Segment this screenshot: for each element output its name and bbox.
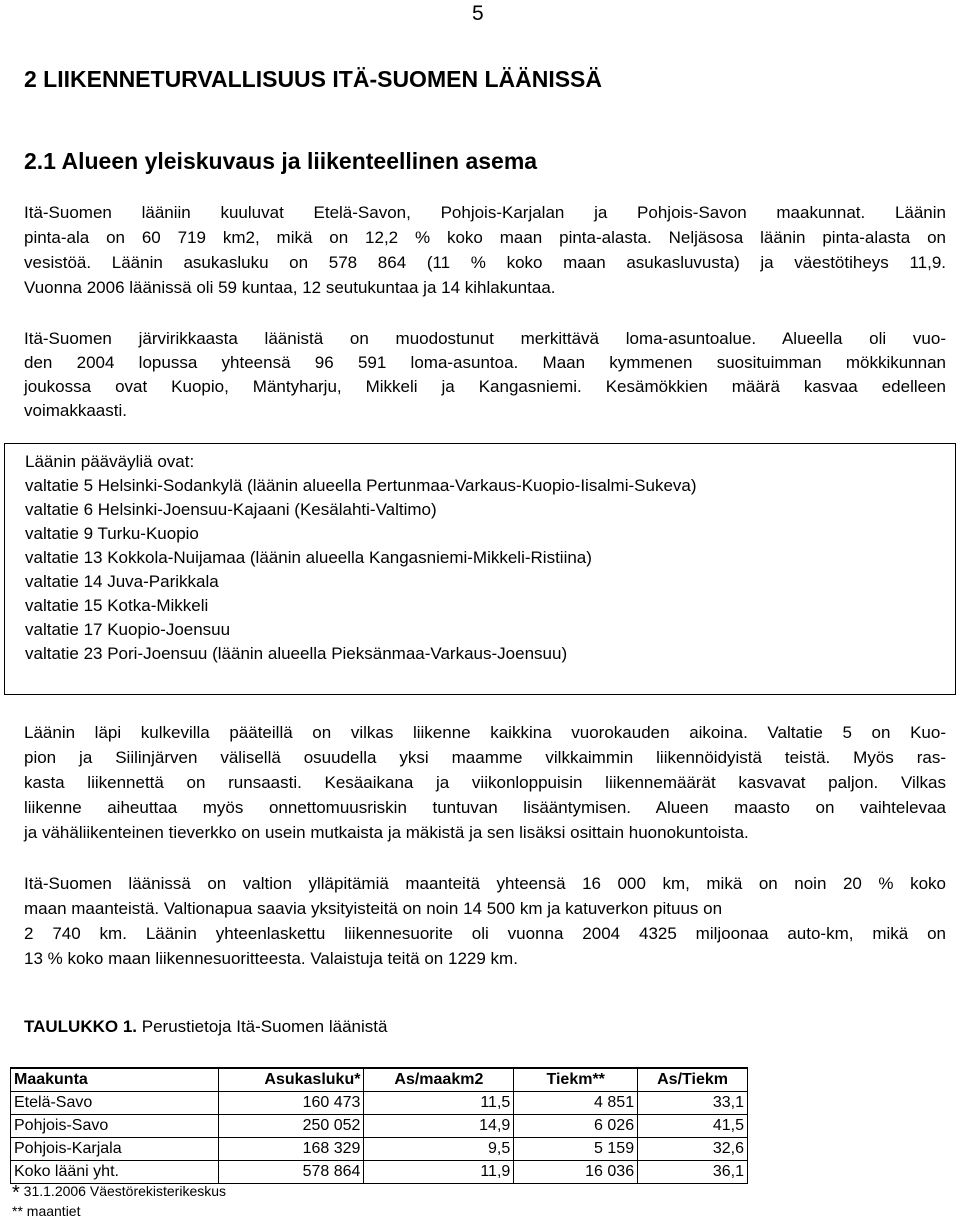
text-line: vesistöä. Läänin asukasluku on 578 864 (11 % koko maan asukasluvusta) ja väestötiheys 11,9. <box>24 253 946 272</box>
road-item: valtatie 9 Turku-Kuopio <box>25 524 199 543</box>
column-header: Tiekm** <box>514 1068 638 1092</box>
table-cell: 578 864 <box>218 1161 364 1184</box>
text-line: Itä-Suomen järvirikkaasta läänistä on muodostunut merkittävä loma-asuntoalue. Alueella oli vuo- <box>24 329 946 348</box>
table-cell: 11,5 <box>364 1092 514 1115</box>
road-item: valtatie 17 Kuopio-Joensuu <box>25 620 231 639</box>
road-item: valtatie 14 Juva-Parikkala <box>25 572 219 591</box>
table-cell: 9,5 <box>364 1138 514 1161</box>
text-line: Itä-Suomen lääniin kuuluvat Etelä-Savon, Pohjois-Karjalan ja Pohjois-Savon maakunnat. Läänin <box>24 203 946 222</box>
table-cell: 160 473 <box>218 1092 364 1115</box>
table-cell: 14,9 <box>364 1115 514 1138</box>
text-line: maan maanteistä. Valtionapua saavia yksityisteitä on noin 14 500 km ja katuverkon pituus on <box>24 899 723 918</box>
text-line: pion ja Siilinjärven välisellä osuudella yksi maamme vilkkaimmin liikennöidyistä teistä. Myös ras- <box>24 748 946 767</box>
road-item: valtatie 5 Helsinki-Sodankylä (läänin alueella Pertunmaa-Varkaus-Kuopio-Iisalmi-Sukeva) <box>25 476 697 495</box>
text-line: 2 740 km. Läänin yhteenlaskettu liikennesuorite oli vuonna 2004 4325 miljoonaa auto-km, mikä on <box>24 924 946 943</box>
table-row <box>11 1138 748 1161</box>
page-number: 5 <box>472 2 484 25</box>
basic-data-table <box>10 1067 748 1184</box>
footnote-population <box>12 1182 226 1205</box>
text-line: kasta liikennettä on runsaasti. Kesäaikana ja viikonloppuisin liikennemäärät kasvavat paljon. Vilkas <box>24 773 946 792</box>
text-line: Vuonna 2006 läänissä oli 59 kuntaa, 12 seutukuntaa ja 14 kihlakuntaa. <box>24 278 556 297</box>
text-line: den 2004 lopussa yhteensä 96 591 loma-asuntoa. Maan kymmenen suosituimman mökkikunnan <box>24 353 946 372</box>
footnote-star: * <box>12 1182 20 1204</box>
table-cell: 32,6 <box>638 1138 748 1161</box>
table-cell: 11,9 <box>364 1161 514 1184</box>
text-line: 13 % koko maan liikennesuoritteesta. Valaistuja teitä on 1229 km. <box>24 949 518 968</box>
column-header: As/maakm2 <box>364 1068 514 1092</box>
section-heading: 2.1 Alueen yleiskuvaus ja liikenteellinen asema <box>24 148 538 174</box>
table-cell: Pohjois-Karjala <box>11 1138 219 1161</box>
table-cell: 4 851 <box>514 1092 638 1115</box>
column-header: Asukasluku* <box>218 1068 364 1092</box>
text-line: ja vähäliikenteinen tieverkko on usein mutkaista ja mäkistä ja sen lisäksi osittain huonokuntoista. <box>24 823 749 842</box>
footnote-text: 31.1.2006 Väestörekisterikeskus <box>19 1183 227 1199</box>
footnote-roads: ** maantiet <box>12 1203 81 1219</box>
table-row <box>11 1092 748 1115</box>
road-item: valtatie 6 Helsinki-Joensuu-Kajaani (Kesälahti-Valtimo) <box>25 500 437 519</box>
column-header: Maakunta <box>11 1068 219 1092</box>
table-cell: 36,1 <box>638 1161 748 1184</box>
chapter-heading: 2 LIIKENNETURVALLISUUS ITÄ-SUOMEN LÄÄNISSÄ <box>24 66 603 92</box>
road-item: valtatie 13 Kokkola-Nuijamaa (läänin alueella Kangasniemi-Mikkeli-Ristiina) <box>25 548 592 567</box>
table-row-total <box>11 1161 748 1184</box>
table-caption-text: Perustietoja Itä-Suomen läänistä <box>137 1017 388 1036</box>
road-item: valtatie 15 Kotka-Mikkeli <box>25 596 209 615</box>
table-row <box>11 1115 748 1138</box>
text-line: voimakkaasti. <box>24 401 127 420</box>
table-cell: 5 159 <box>514 1138 638 1161</box>
table-cell: 250 052 <box>218 1115 364 1138</box>
road-item: valtatie 23 Pori-Joensuu (läänin alueella Pieksänmaa-Varkaus-Joensuu) <box>25 644 568 663</box>
text-line: Läänin läpi kulkevilla pääteillä on vilkas liikenne kaikkina vuorokauden aikoina. Valtatie 5 on Kuo- <box>24 723 946 742</box>
text-line: Itä-Suomen läänissä on valtion ylläpitämiä maanteitä yhteensä 16 000 km, mikä on noin 20 % koko <box>24 874 946 893</box>
main-roads-title: Läänin pääväyliä ovat: <box>25 452 195 471</box>
table-cell: Pohjois-Savo <box>11 1115 219 1138</box>
table-caption <box>24 1017 387 1037</box>
table-cell: 6 026 <box>514 1115 638 1138</box>
text-line: liikenne aiheuttaa myös onnettomuusriskin tuntuvan lisääntymisen. Alueen maasto on vaihtelevaa <box>24 798 946 817</box>
column-header: As/Tiekm <box>638 1068 748 1092</box>
text-line: pinta-ala on 60 719 km2, mikä on 12,2 % koko maan pinta-alasta. Neljäsosa läänin pinta-alasta on <box>24 228 946 247</box>
text-line: joukossa ovat Kuopio, Mäntyharju, Mikkeli ja Kangasniemi. Kesämökkien määrä kasvaa edelleen <box>24 377 946 396</box>
table-header-row <box>11 1068 748 1092</box>
table-cell: 168 329 <box>218 1138 364 1161</box>
table-cell: 41,5 <box>638 1115 748 1138</box>
table-caption-label: TAULUKKO 1. <box>24 1017 138 1036</box>
table-cell: Etelä-Savo <box>11 1092 219 1115</box>
table-cell: 16 036 <box>514 1161 638 1184</box>
main-roads-box <box>4 443 956 695</box>
table-cell: Koko lääni yht. <box>11 1161 219 1184</box>
table-cell: 33,1 <box>638 1092 748 1115</box>
